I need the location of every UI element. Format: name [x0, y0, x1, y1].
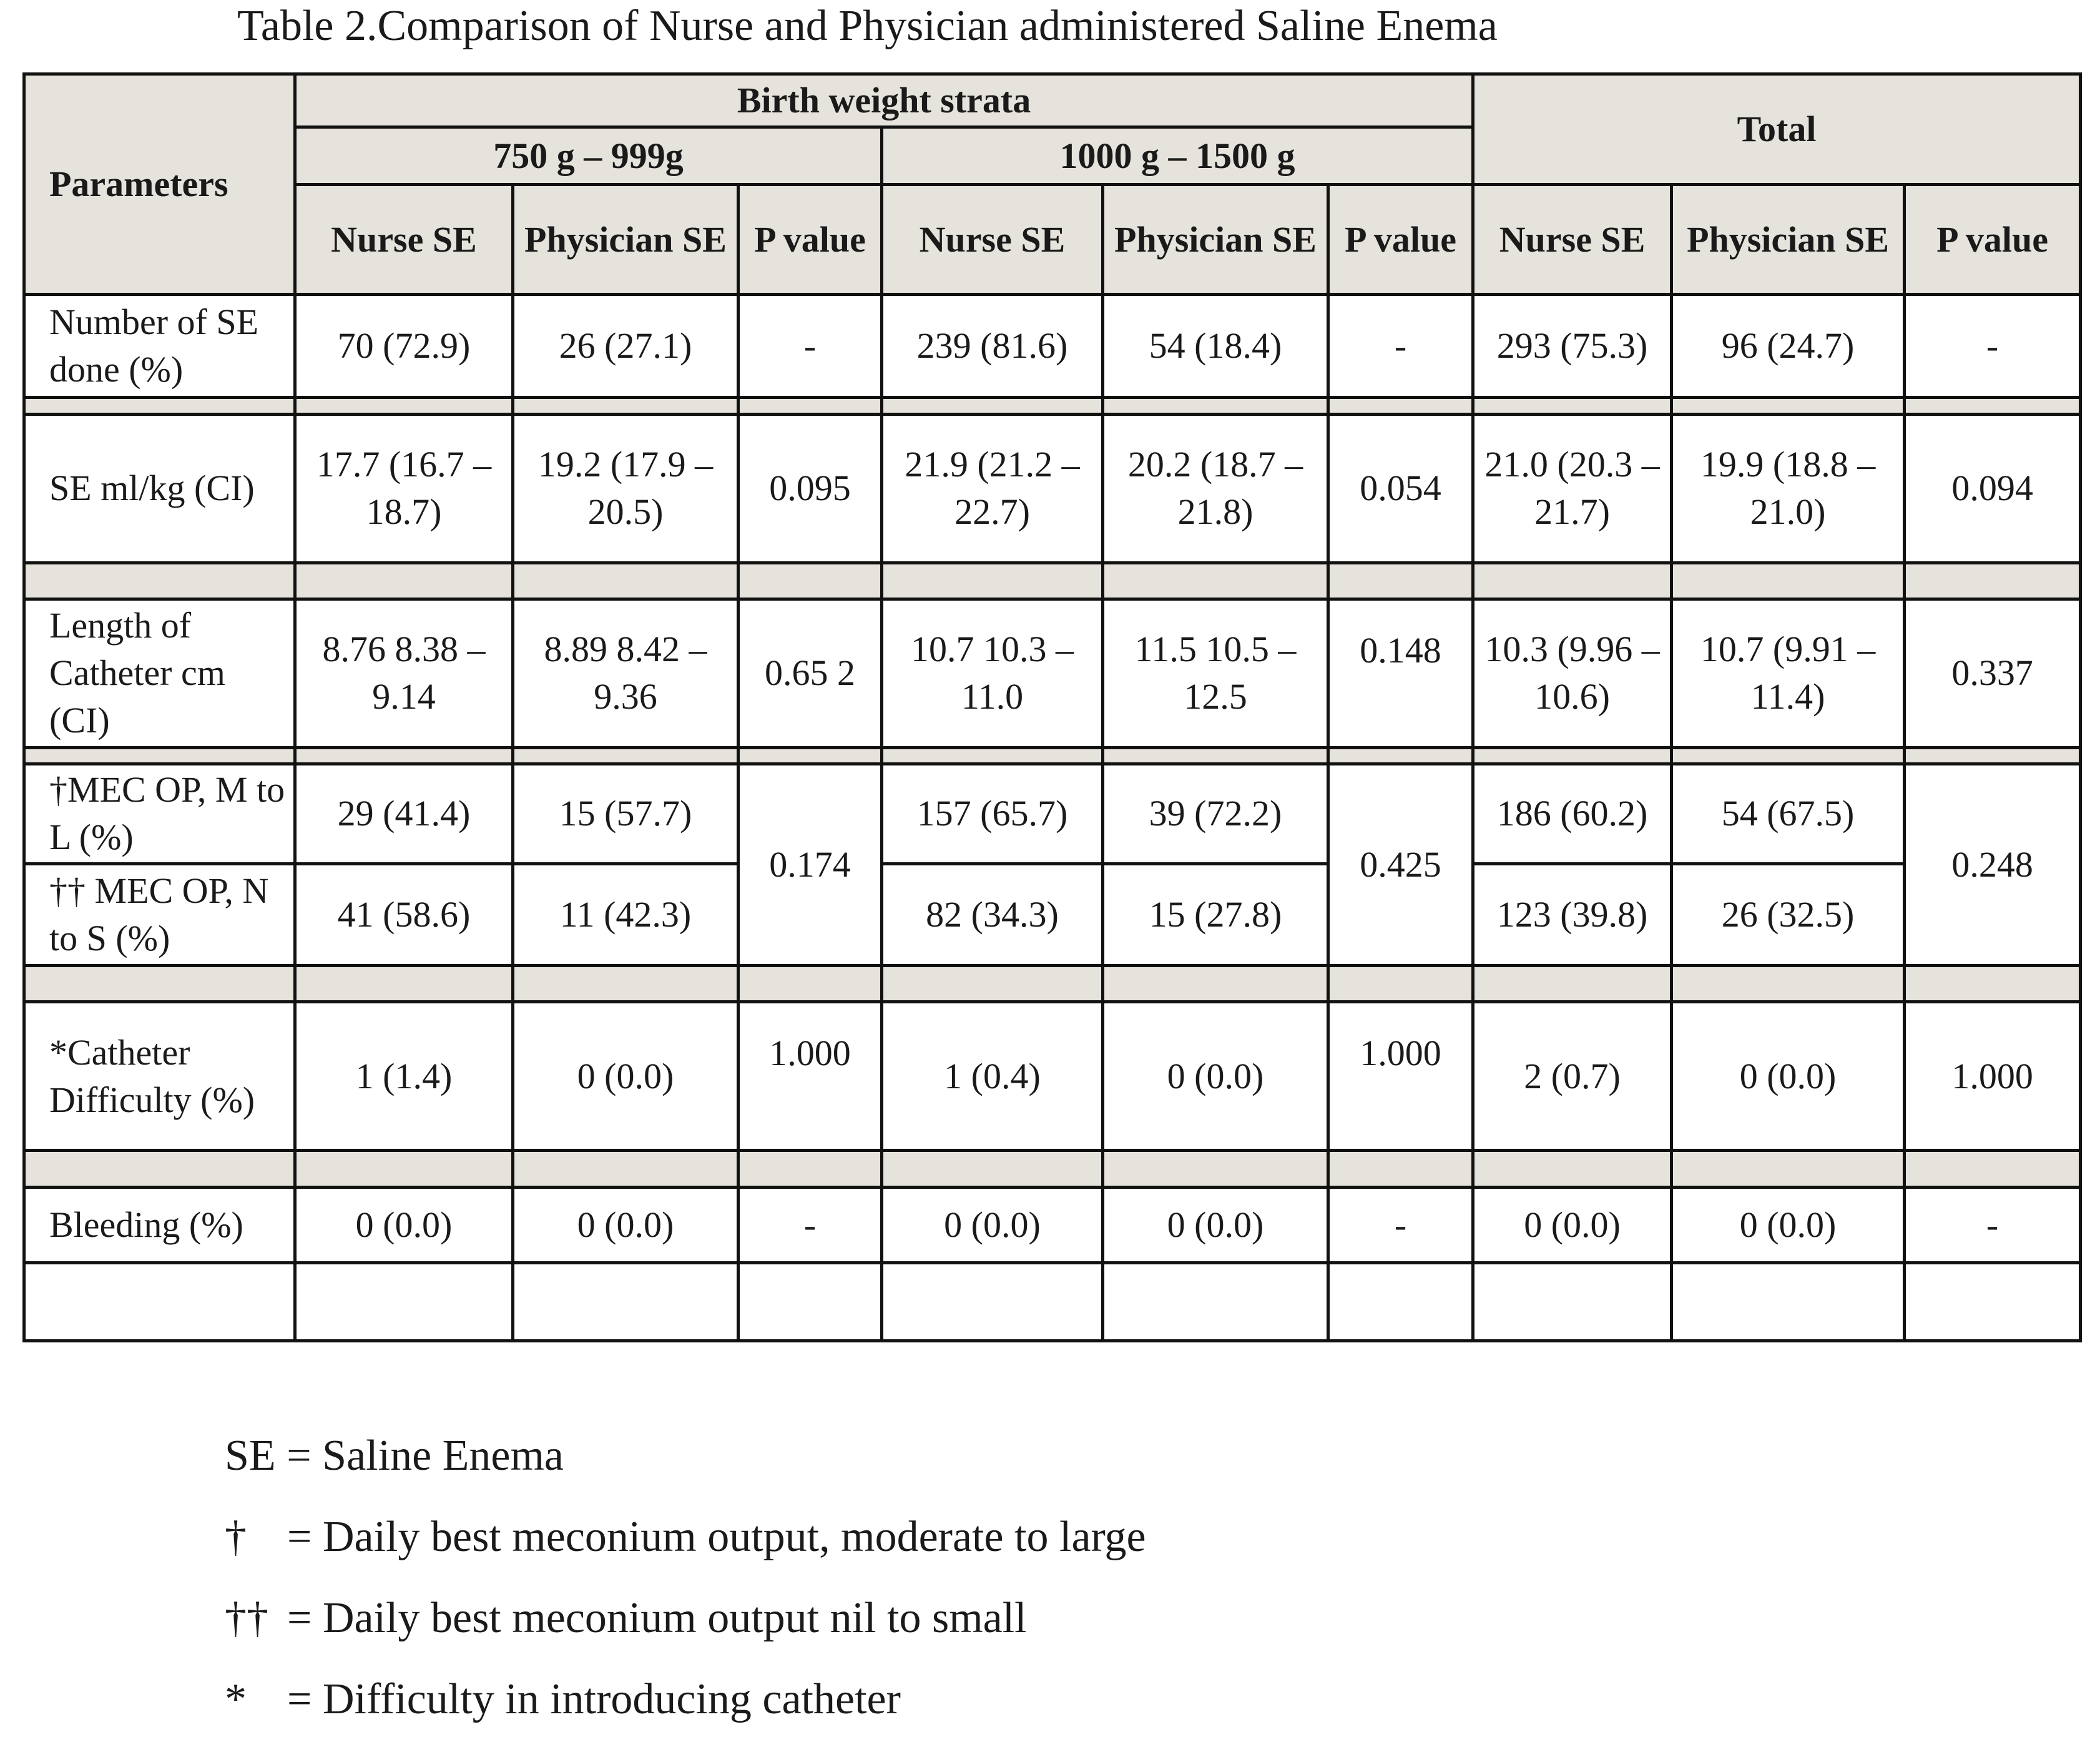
footnote-text: = Daily best meconium output nil to small — [287, 1594, 1027, 1642]
row-label: †† MEC OP, N to S (%) — [24, 864, 295, 965]
header-g2-physician: Physician SE — [1103, 185, 1328, 294]
row-label: *Catheter Difficulty (%) — [24, 1002, 295, 1151]
table-cell: 1 (0.4) — [882, 1002, 1103, 1151]
table-row — [24, 1187, 2081, 1262]
footnote-item — [225, 1592, 1027, 1645]
table-cell: 186 (60.2) — [1473, 764, 1672, 864]
header-group-1000-1500: 1000 g – 1500 g — [882, 127, 1473, 185]
table-cell: 0.337 — [1905, 599, 2081, 748]
header-total-p-value: P value — [1905, 185, 2081, 294]
table-cell: 21.0 (20.3 – 21.7) — [1473, 414, 1672, 563]
table-cell: 41 (58.6) — [295, 864, 513, 965]
header-total-physician: Physician SE — [1672, 185, 1905, 294]
table-row — [24, 294, 2081, 397]
table-cell: 1.000 — [1328, 1002, 1473, 1151]
separator-row — [24, 1151, 2081, 1187]
table-cell: 0.248 — [1905, 764, 2081, 966]
table-row — [24, 864, 2081, 965]
separator-row — [24, 398, 2081, 414]
table-cell: - — [738, 294, 882, 397]
header-g1-physician: Physician SE — [513, 185, 738, 294]
row-label: Bleeding (%) — [24, 1187, 295, 1262]
table-cell: 1.000 — [738, 1002, 882, 1151]
table-cell: 1 (1.4) — [295, 1002, 513, 1151]
header-g1-p-value: P value — [738, 185, 882, 294]
table-cell: 123 (39.8) — [1473, 864, 1672, 965]
footnote-item — [225, 1430, 564, 1482]
footnote-text: = Difficulty in introducing catheter — [287, 1675, 901, 1723]
header-total: Total — [1473, 74, 2081, 185]
table-cell: - — [1328, 294, 1473, 397]
table-cell: - — [738, 1187, 882, 1262]
table-cell: 10.7 10.3 – 11.0 — [882, 599, 1103, 748]
table-cell: 70 (72.9) — [295, 294, 513, 397]
table-row — [24, 764, 2081, 864]
table-cell: 15 (57.7) — [513, 764, 738, 864]
header-parameters: Parameters — [24, 74, 295, 295]
table-cell: 54 (67.5) — [1672, 764, 1905, 864]
header-total-nurse: Nurse SE — [1473, 185, 1672, 294]
table-cell: - — [1905, 1187, 2081, 1262]
table-cell: 10.7 (9.91 – 11.4) — [1672, 599, 1905, 748]
table-cell: 0.425 — [1328, 764, 1473, 966]
row-label: Number of SE done (%) — [24, 294, 295, 397]
table-cell: - — [1328, 1187, 1473, 1262]
table-row — [24, 414, 2081, 563]
table-cell: 1.000 — [1905, 1002, 2081, 1151]
table-cell: 11.5 10.5 – 12.5 — [1103, 599, 1328, 748]
table-cell: 19.2 (17.9 – 20.5) — [513, 414, 738, 563]
table-cell: 0.174 — [738, 764, 882, 966]
comparison-table — [22, 72, 2082, 1342]
table-cell: 0 (0.0) — [882, 1187, 1103, 1262]
footnote-symbol: † — [225, 1513, 247, 1561]
table-cell: 20.2 (18.7 – 21.8) — [1103, 414, 1328, 563]
table-cell: 0 (0.0) — [1473, 1187, 1672, 1262]
table-cell: 8.89 8.42 – 9.36 — [513, 599, 738, 748]
table-row — [24, 599, 2081, 748]
table-cell: 96 (24.7) — [1672, 294, 1905, 397]
table-cell: 0 (0.0) — [1103, 1002, 1328, 1151]
table-cell: 26 (27.1) — [513, 294, 738, 397]
table-cell: 239 (81.6) — [882, 294, 1103, 397]
table-cell: 54 (18.4) — [1103, 294, 1328, 397]
header-g1-nurse: Nurse SE — [295, 185, 513, 294]
table-cell: 8.76 8.38 – 9.14 — [295, 599, 513, 748]
empty-row — [24, 1262, 2081, 1341]
table-cell: 293 (75.3) — [1473, 294, 1672, 397]
table-cell: 0.148 — [1328, 599, 1473, 748]
table-row — [24, 1002, 2081, 1151]
table-cell: 15 (27.8) — [1103, 864, 1328, 965]
table-cell: 21.9 (21.2 – 22.7) — [882, 414, 1103, 563]
table-cell: 157 (65.7) — [882, 764, 1103, 864]
footnote-item — [225, 1673, 901, 1726]
header-g2-nurse: Nurse SE — [882, 185, 1103, 294]
table-cell: 0.094 — [1905, 414, 2081, 563]
row-label: Length of Catheter cm (CI) — [24, 599, 295, 748]
table-cell: 29 (41.4) — [295, 764, 513, 864]
table-cell: 0.095 — [738, 414, 882, 563]
table-cell: 0 (0.0) — [1672, 1187, 1905, 1262]
table-cell: 19.9 (18.8 – 21.0) — [1672, 414, 1905, 563]
table-cell: 0 (0.0) — [295, 1187, 513, 1262]
table-cell: 26 (32.5) — [1672, 864, 1905, 965]
table-cell: 2 (0.7) — [1473, 1002, 1672, 1151]
table-cell: 11 (42.3) — [513, 864, 738, 965]
table-cell: 0 (0.0) — [1103, 1187, 1328, 1262]
table-cell: 0 (0.0) — [513, 1002, 738, 1151]
footnote-symbol: * — [225, 1675, 247, 1723]
header-birth-weight-strata: Birth weight strata — [295, 74, 1473, 127]
table-cell: 39 (72.2) — [1103, 764, 1328, 864]
header-group-750-999: 750 g – 999g — [295, 127, 882, 185]
table-cell: 0.65 2 — [738, 599, 882, 748]
separator-row — [24, 965, 2081, 1001]
table-cell: 17.7 (16.7 – 18.7) — [295, 414, 513, 563]
footnote-symbol: †† — [225, 1594, 268, 1642]
footnote-text: SE = Saline Enema — [225, 1432, 564, 1480]
footnote-text: = Daily best meconium output, moderate to large — [287, 1513, 1146, 1561]
table-cell: 10.3 (9.96 – 10.6) — [1473, 599, 1672, 748]
footnote-item — [225, 1511, 1146, 1563]
row-label: SE ml/kg (CI) — [24, 414, 295, 563]
header-g2-p-value: P value — [1328, 185, 1473, 294]
table-cell: - — [1905, 294, 2081, 397]
table-cell: 0.054 — [1328, 414, 1473, 563]
table-cell: 82 (34.3) — [882, 864, 1103, 965]
table-cell: 0 (0.0) — [513, 1187, 738, 1262]
row-label: †MEC OP, M to L (%) — [24, 764, 295, 864]
separator-row — [24, 747, 2081, 764]
separator-row — [24, 563, 2081, 599]
table-cell: 0 (0.0) — [1672, 1002, 1905, 1151]
table-title: Table 2.Comparison of Nurse and Physician administered Saline Enema — [237, 2, 1498, 50]
